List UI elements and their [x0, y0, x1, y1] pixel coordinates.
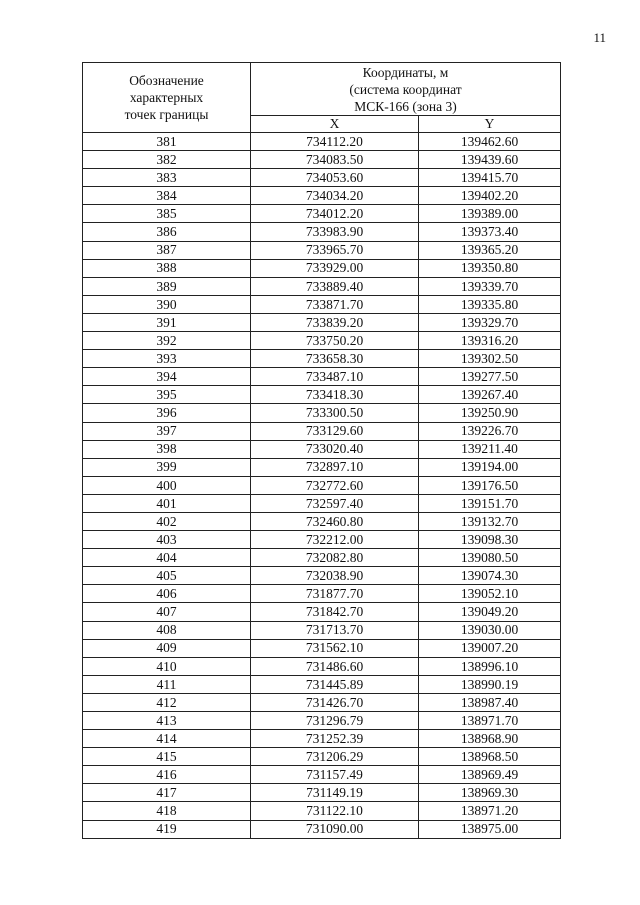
table-row: [83, 567, 561, 585]
x-coordinate-cell: 732772.60: [251, 476, 419, 494]
x-coordinate-cell: 733020.40: [251, 440, 419, 458]
y-coordinate-cell: 139335.80: [419, 295, 561, 313]
x-coordinate-cell: 733871.70: [251, 295, 419, 313]
y-coordinate-cell: 139226.70: [419, 422, 561, 440]
y-coordinate-cell: 138968.90: [419, 730, 561, 748]
y-coordinate-cell: 139277.50: [419, 368, 561, 386]
table-row: [83, 386, 561, 404]
point-cell: 389: [83, 277, 251, 295]
table-row: [83, 350, 561, 368]
table-row: [83, 748, 561, 766]
page-number: 11: [593, 30, 606, 45]
y-coordinate-cell: 138990.19: [419, 675, 561, 693]
point-cell: 413: [83, 712, 251, 730]
x-coordinate-cell: 731562.10: [251, 639, 419, 657]
x-coordinate-cell: 733983.90: [251, 223, 419, 241]
point-cell: 418: [83, 802, 251, 820]
table-header: [83, 63, 561, 133]
y-coordinate-cell: 139098.30: [419, 531, 561, 549]
x-coordinate-cell: 731252.39: [251, 730, 419, 748]
point-cell: 388: [83, 259, 251, 277]
y-coordinate-cell: 139329.70: [419, 313, 561, 331]
point-cell: 402: [83, 512, 251, 530]
table-row: [83, 802, 561, 820]
point-cell: 398: [83, 440, 251, 458]
coordinates-header-line-3: МСК-166 (зона 3): [354, 98, 457, 114]
point-cell: 407: [83, 603, 251, 621]
point-cell: 383: [83, 169, 251, 187]
x-coordinate-cell: 732897.10: [251, 458, 419, 476]
point-cell: 386: [83, 223, 251, 241]
y-coordinate-cell: 139439.60: [419, 151, 561, 169]
y-coordinate-cell: 139052.10: [419, 585, 561, 603]
table-row: [83, 531, 561, 549]
x-coordinate-cell: 733129.60: [251, 422, 419, 440]
table-row: [83, 766, 561, 784]
table-row: [83, 313, 561, 331]
table-row: [83, 458, 561, 476]
y-coordinate-cell: 139316.20: [419, 332, 561, 350]
y-coordinate-cell: 138975.00: [419, 820, 561, 838]
x-coordinate-cell: 731296.79: [251, 712, 419, 730]
x-coordinate-cell: 734012.20: [251, 205, 419, 223]
table-row: [83, 404, 561, 422]
point-cell: 412: [83, 693, 251, 711]
point-cell: 382: [83, 151, 251, 169]
table-row: [83, 476, 561, 494]
table-row: [83, 332, 561, 350]
table-row: [83, 151, 561, 169]
point-cell: 396: [83, 404, 251, 422]
point-cell: 419: [83, 820, 251, 838]
x-coordinate-cell: 731877.70: [251, 585, 419, 603]
x-coordinate-cell: 731426.70: [251, 693, 419, 711]
table-row: [83, 820, 561, 838]
point-cell: 399: [83, 458, 251, 476]
x-coordinate-cell: 733965.70: [251, 241, 419, 259]
point-cell: 406: [83, 585, 251, 603]
x-coordinate-cell: 731090.00: [251, 820, 419, 838]
designation-header-line-2: характерных: [129, 90, 204, 105]
point-cell: 409: [83, 639, 251, 657]
table-row: [83, 133, 561, 151]
x-coordinate-cell: 733300.50: [251, 404, 419, 422]
y-coordinate-cell: 139302.50: [419, 350, 561, 368]
point-cell: 392: [83, 332, 251, 350]
point-cell: 394: [83, 368, 251, 386]
x-coordinate-cell: 731149.19: [251, 784, 419, 802]
table-row: [83, 422, 561, 440]
y-coordinate-cell: 138969.49: [419, 766, 561, 784]
y-coordinate-cell: 139074.30: [419, 567, 561, 585]
y-coordinate-cell: 139250.90: [419, 404, 561, 422]
point-cell: 417: [83, 784, 251, 802]
point-cell: 390: [83, 295, 251, 313]
x-coordinate-cell: 733839.20: [251, 313, 419, 331]
x-coordinate-cell: 733658.30: [251, 350, 419, 368]
table-row: [83, 205, 561, 223]
y-coordinate-cell: 139080.50: [419, 549, 561, 567]
table-row: [83, 657, 561, 675]
point-cell: 411: [83, 675, 251, 693]
y-coordinate-cell: 139049.20: [419, 603, 561, 621]
y-coordinate-cell: 139132.70: [419, 512, 561, 530]
y-coordinate-cell: 138996.10: [419, 657, 561, 675]
y-coordinate-cell: 139176.50: [419, 476, 561, 494]
coordinates-header: [251, 63, 561, 116]
point-cell: 416: [83, 766, 251, 784]
x-coordinate-cell: 732038.90: [251, 567, 419, 585]
y-coordinate-cell: 139267.40: [419, 386, 561, 404]
table-row: [83, 223, 561, 241]
x-coordinate-cell: 731713.70: [251, 621, 419, 639]
table-row: [83, 187, 561, 205]
table-row: [83, 440, 561, 458]
y-coordinate-cell: 139211.40: [419, 440, 561, 458]
point-cell: 403: [83, 531, 251, 549]
table-row: [83, 295, 561, 313]
x-coordinate-cell: 732460.80: [251, 512, 419, 530]
x-coordinate-cell: 731445.89: [251, 675, 419, 693]
coordinates-header-line-1: Координаты, м: [362, 64, 449, 80]
x-coordinate-cell: 731206.29: [251, 748, 419, 766]
y-coordinate-cell: 139462.60: [419, 133, 561, 151]
y-coordinate-cell: 139007.20: [419, 639, 561, 657]
table-row: [83, 549, 561, 567]
point-cell: 414: [83, 730, 251, 748]
point-cell: 391: [83, 313, 251, 331]
y-coordinate-cell: 138969.30: [419, 784, 561, 802]
y-coordinate-cell: 139350.80: [419, 259, 561, 277]
x-coordinate-cell: 731486.60: [251, 657, 419, 675]
point-cell: 401: [83, 494, 251, 512]
x-coordinate-cell: 731157.49: [251, 766, 419, 784]
designation-header-line-1: Обозначение: [129, 73, 204, 88]
y-coordinate-cell: 139151.70: [419, 494, 561, 512]
table-row: [83, 675, 561, 693]
x-coordinate-cell: 732082.80: [251, 549, 419, 567]
table-row: [83, 241, 561, 259]
table-row: [83, 712, 561, 730]
header-row-top: [83, 63, 561, 116]
designation-header: [83, 63, 251, 133]
point-cell: 404: [83, 549, 251, 567]
table-row: [83, 512, 561, 530]
table-row: [83, 585, 561, 603]
point-cell: 415: [83, 748, 251, 766]
y-coordinate-cell: 139415.70: [419, 169, 561, 187]
x-coordinate-cell: 734112.20: [251, 133, 419, 151]
y-coordinate-cell: 138971.20: [419, 802, 561, 820]
x-coordinate-cell: 732597.40: [251, 494, 419, 512]
point-cell: 381: [83, 133, 251, 151]
designation-header-line-3: точек границы: [124, 107, 209, 122]
point-cell: 408: [83, 621, 251, 639]
table-row: [83, 277, 561, 295]
table-row: [83, 603, 561, 621]
y-coordinate-cell: 139365.20: [419, 241, 561, 259]
table-row: [83, 621, 561, 639]
table-row: [83, 169, 561, 187]
x-coordinate-cell: 733889.40: [251, 277, 419, 295]
x-coordinate-cell: 733418.30: [251, 386, 419, 404]
x-coordinate-cell: 731842.70: [251, 603, 419, 621]
point-cell: 397: [83, 422, 251, 440]
x-coordinate-cell: 734083.50: [251, 151, 419, 169]
table-row: [83, 494, 561, 512]
y-coordinate-cell: 139402.20: [419, 187, 561, 205]
point-cell: 395: [83, 386, 251, 404]
x-coordinate-cell: 734034.20: [251, 187, 419, 205]
y-column-header: Y: [419, 116, 561, 133]
x-coordinate-cell: 734053.60: [251, 169, 419, 187]
y-coordinate-cell: 139373.40: [419, 223, 561, 241]
coordinates-table: [82, 62, 561, 839]
point-cell: 384: [83, 187, 251, 205]
point-cell: 410: [83, 657, 251, 675]
x-coordinate-cell: 733929.00: [251, 259, 419, 277]
y-coordinate-cell: 138971.70: [419, 712, 561, 730]
point-cell: 387: [83, 241, 251, 259]
table-row: [83, 784, 561, 802]
table-row: [83, 259, 561, 277]
table-body: [83, 133, 561, 839]
x-coordinate-cell: 732212.00: [251, 531, 419, 549]
x-coordinate-cell: 733750.20: [251, 332, 419, 350]
y-coordinate-cell: 139194.00: [419, 458, 561, 476]
y-coordinate-cell: 138968.50: [419, 748, 561, 766]
x-column-header: X: [251, 116, 419, 133]
y-coordinate-cell: 138987.40: [419, 693, 561, 711]
table-row: [83, 693, 561, 711]
y-coordinate-cell: 139339.70: [419, 277, 561, 295]
x-coordinate-cell: 733487.10: [251, 368, 419, 386]
table-row: [83, 730, 561, 748]
table-row: [83, 639, 561, 657]
table-row: [83, 368, 561, 386]
point-cell: 400: [83, 476, 251, 494]
point-cell: 405: [83, 567, 251, 585]
point-cell: 385: [83, 205, 251, 223]
point-cell: 393: [83, 350, 251, 368]
y-coordinate-cell: 139030.00: [419, 621, 561, 639]
coordinates-header-line-2: (система координат: [349, 81, 462, 97]
y-coordinate-cell: 139389.00: [419, 205, 561, 223]
x-coordinate-cell: 731122.10: [251, 802, 419, 820]
